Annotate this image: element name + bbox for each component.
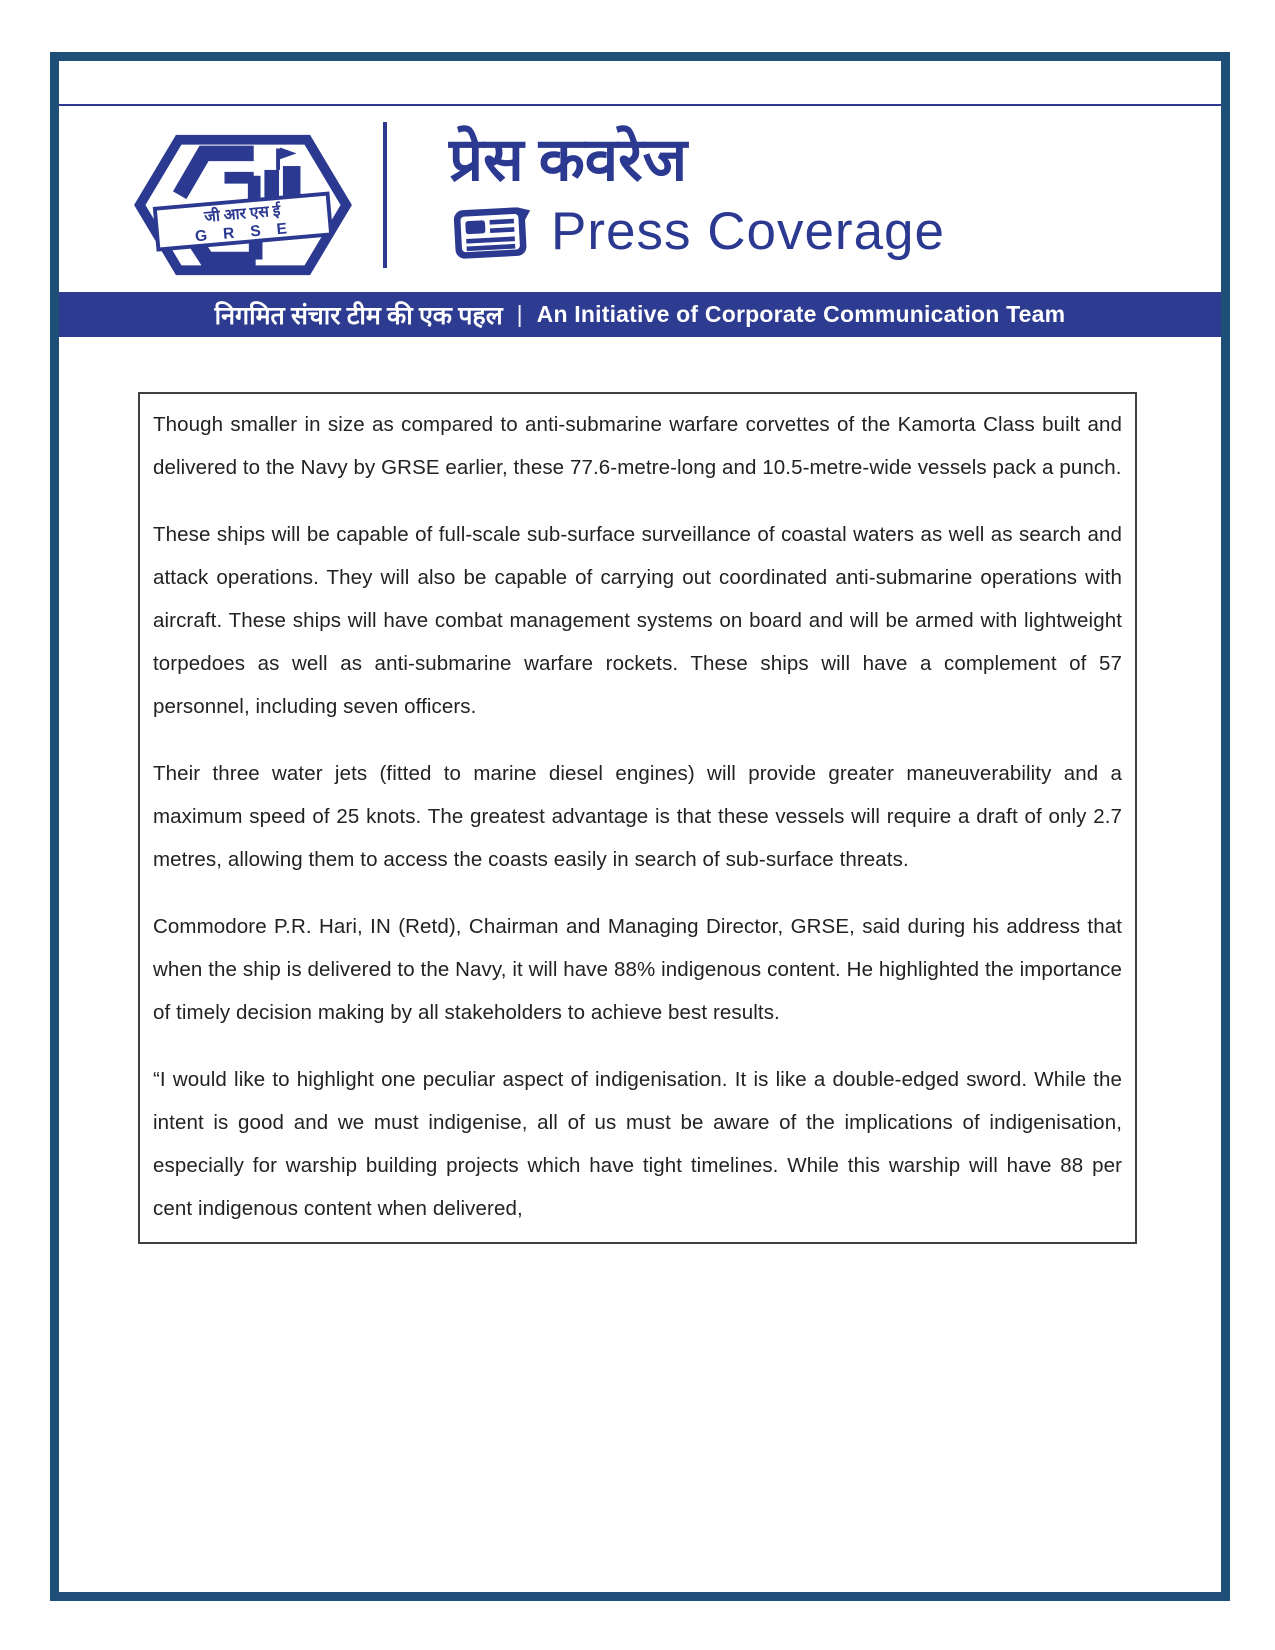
article-paragraph-3: Their three water jets (fitted to marine diesel engines) will provide greater maneuverability and a maximum speed of 25 knots. The greatest advantage is that these vessels will require a draft of only 2.7 metres, allowing them to access the coasts easily in search of sub-surface threats.	[153, 762, 1122, 871]
english-page-title: Press Coverage	[551, 202, 946, 261]
initiative-banner	[59, 292, 1221, 337]
grse-logo-icon	[131, 126, 355, 284]
banner-separator: |	[516, 301, 523, 327]
logo-acronym: G R S E	[194, 219, 294, 246]
masthead	[59, 106, 1221, 292]
newspaper-icon	[449, 202, 535, 262]
logo-hindi-acronym: जी आर एस ई	[203, 202, 282, 226]
masthead-titles	[387, 120, 945, 262]
article-paragraph-4: Commodore P.R. Hari, IN (Retd), Chairman and Managing Director, GRSE, said during his address that when the ship is delivered to the Navy, it will have 88% indigenous content. He highlighted the importance of timely decision making by all stakeholders to achieve best results.	[153, 915, 1122, 1024]
top-strip	[59, 61, 1221, 106]
banner-english-text: An Initiative of Corporate Communication Team	[536, 301, 1066, 327]
page-frame	[50, 52, 1230, 1601]
page-content	[59, 337, 1221, 1244]
article-box	[138, 392, 1137, 1244]
article-paragraph-1: Though smaller in size as compared to anti-submarine warfare corvettes of the Kamorta Class built and delivered to the Navy by GRSE earlier, these 77.6-metre-long and 10.5-metre-wide vessels pack a punch.	[153, 413, 1122, 479]
hindi-page-title: प्रेस कवरेज	[449, 127, 688, 193]
article-paragraph-5: “I would like to highlight one peculiar aspect of indigenisation. It is like a double-edged sword. While the intent is good and we must indigenise, all of us must be aware of the implications of indigenisation, especially for warship building projects which have tight timelines. While this warship will have 88 per cent indigenous content when delivered,	[153, 1068, 1122, 1220]
article-paragraph-2: These ships will be capable of full-scale sub-surface surveillance of coastal waters as well as search and attack operations. They will also be capable of carrying out coordinated anti-submarine operations with aircraft. These ships will have combat management systems on board and will be armed with lightweight torpedoes as well as anti-submarine warfare rockets. These ships will have a complement of 57 personnel, including seven officers.	[153, 523, 1122, 718]
banner-hindi-text: निगमित संचार टीम की एक पहल	[214, 302, 503, 330]
